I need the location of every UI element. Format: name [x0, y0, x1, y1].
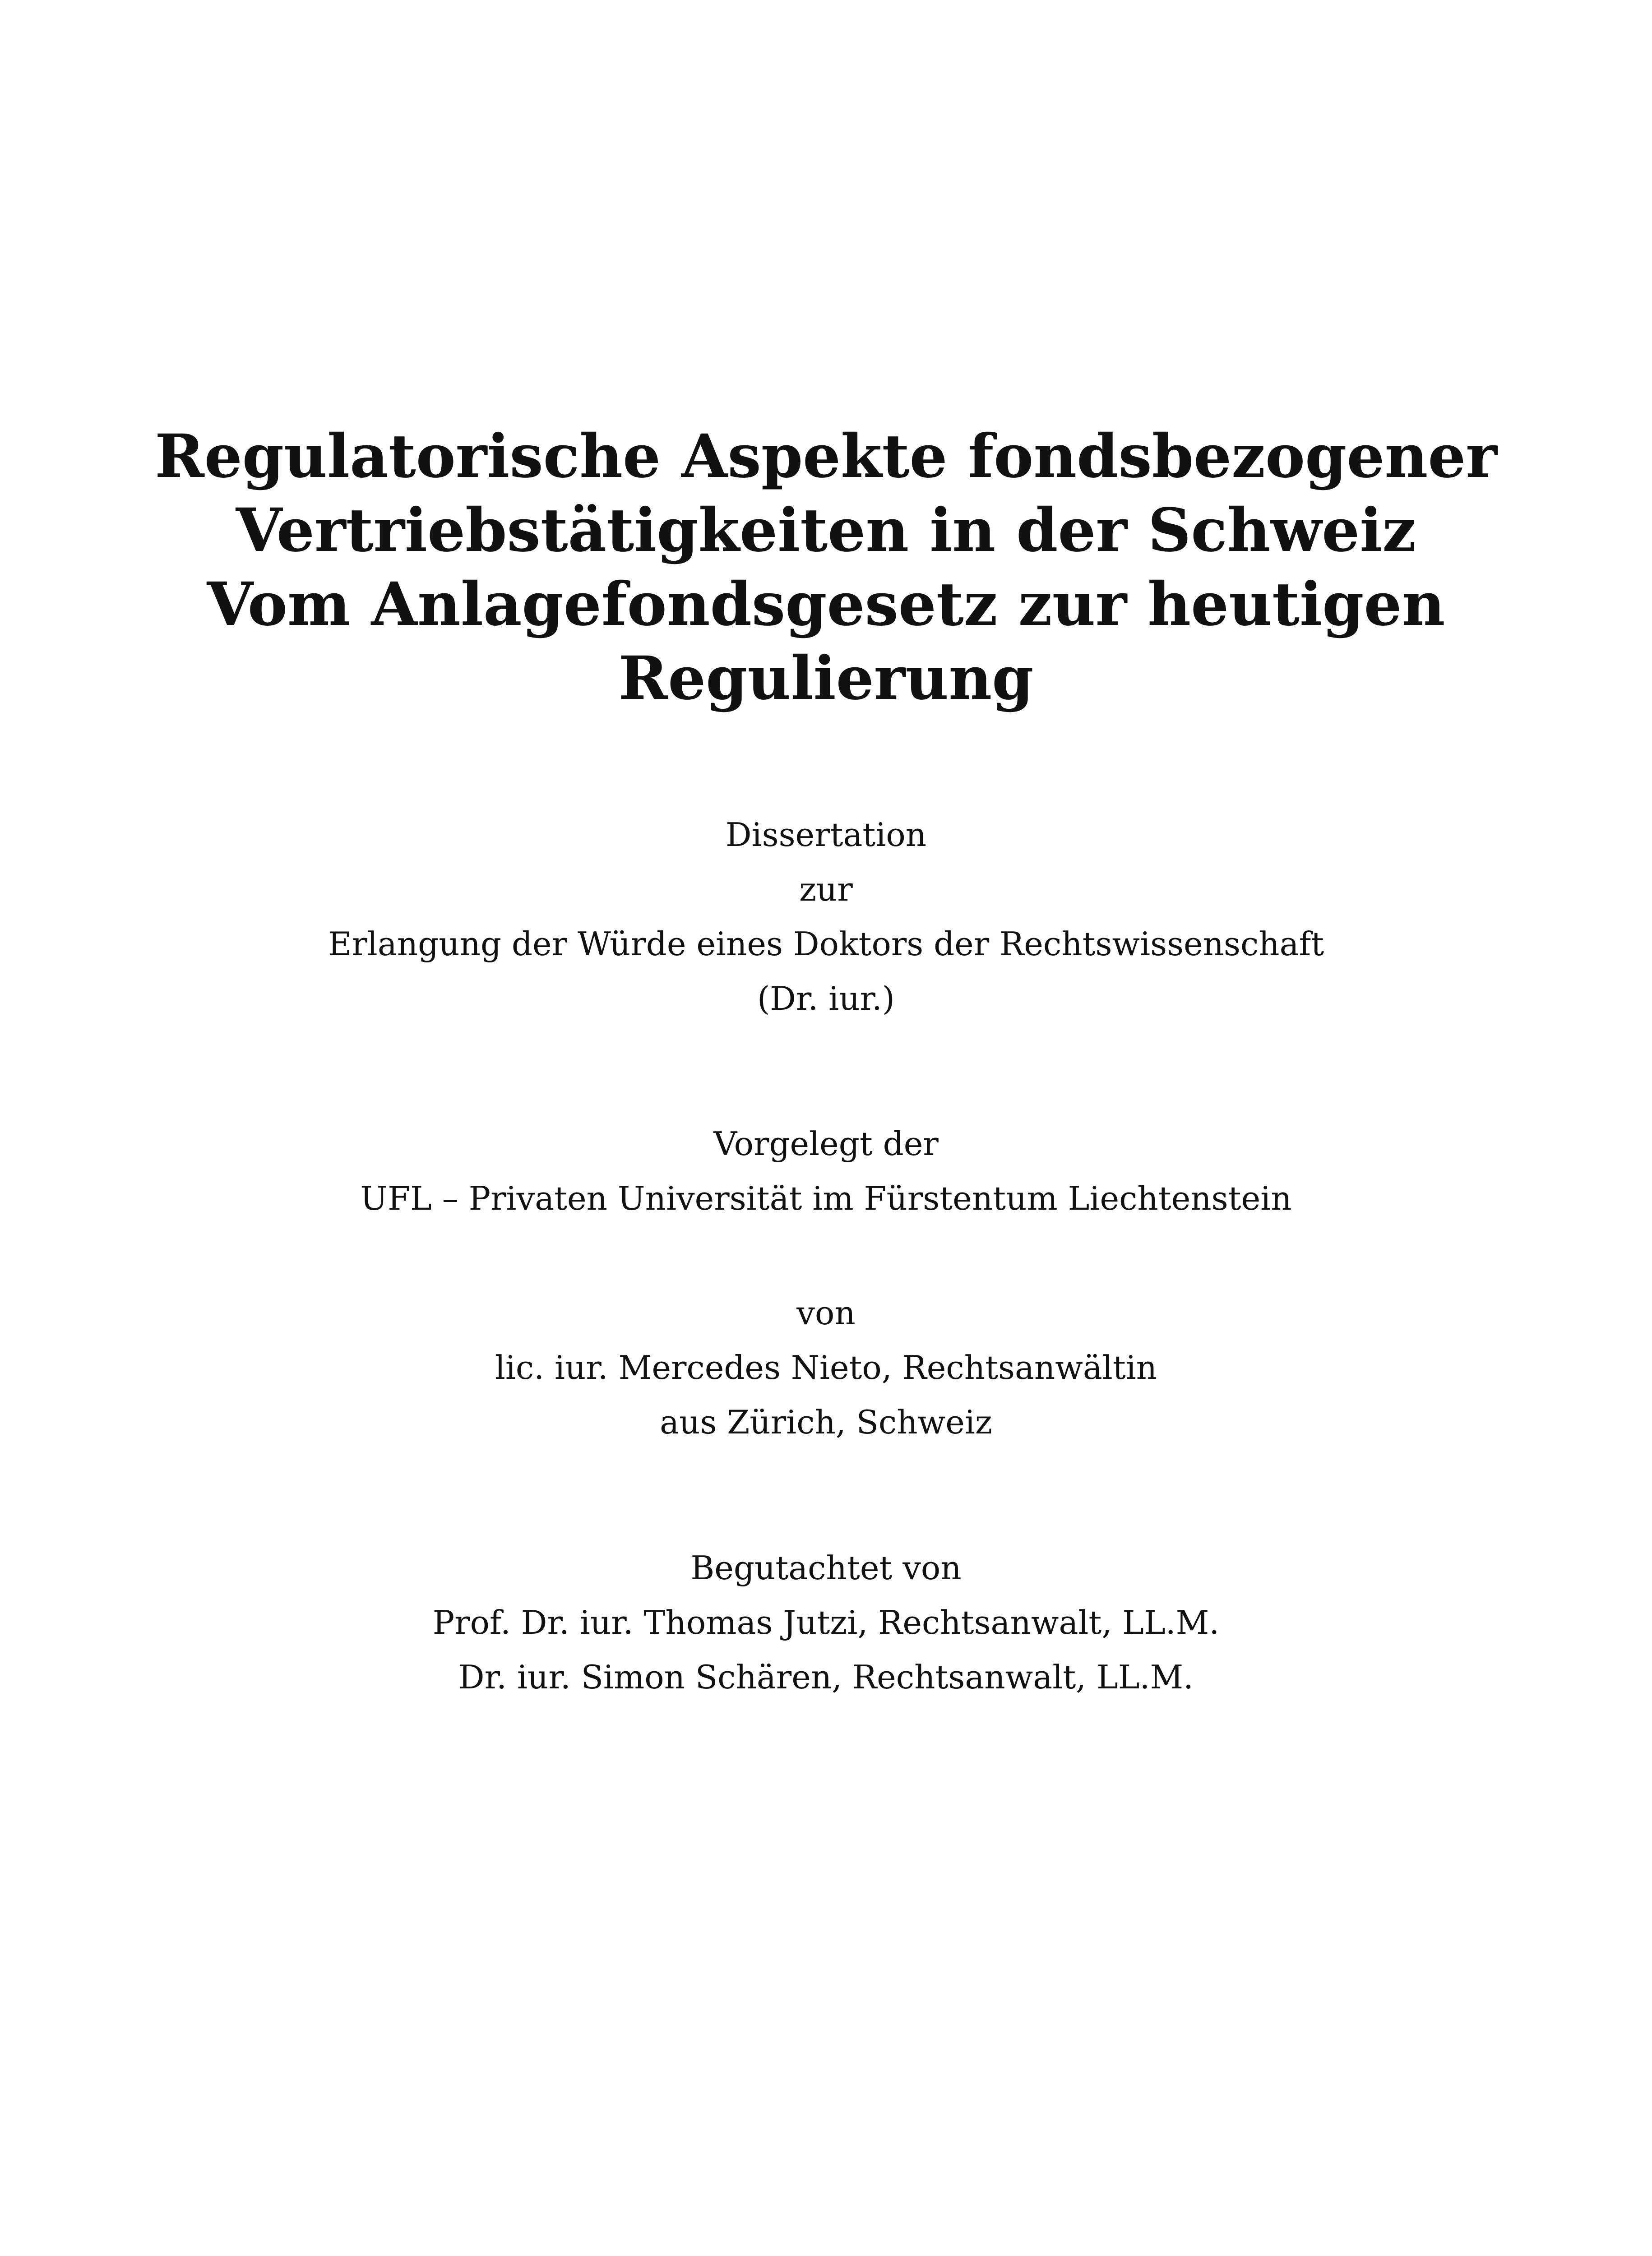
author-name: lic. iur. Mercedes Nieto, Rechtsanwältin [495, 1349, 1157, 1387]
degree-abbreviation: (Dr. iur.) [757, 980, 895, 1017]
dissertation-statement [0, 808, 1652, 1026]
reviewers-label: Begutachtet von [690, 1549, 962, 1587]
reviewer-1: Prof. Dr. iur. Thomas Jutzi, Rechtsanwalt, LL.M. [432, 1604, 1220, 1641]
university-name: UFL – Privaten Universität im Fürstentum Liechtenstein [360, 1179, 1292, 1217]
title-line-3: Vom Anlagefondsgesetz zur heutigen [207, 569, 1445, 639]
author-block [0, 1286, 1652, 1450]
title-line-2: Vertriebstätigkeiten in der Schweiz [236, 495, 1416, 565]
author-label: von [796, 1294, 856, 1332]
submitted-to-label: Vorgelegt der [713, 1125, 939, 1163]
dissertation-title [0, 420, 1652, 716]
author-origin: aus Zürich, Schweiz [660, 1403, 992, 1441]
dissertation-zur: zur [799, 870, 853, 908]
submitted-to [0, 1117, 1652, 1226]
reviewer-2: Dr. iur. Simon Schären, Rechtsanwalt, LL.M. [458, 1658, 1194, 1696]
dissertation-label: Dissertation [725, 816, 927, 854]
title-line-1: Regulatorische Aspekte fondsbezogener [155, 421, 1497, 491]
title-line-4: Regulierung [618, 643, 1034, 713]
reviewers-block [0, 1541, 1652, 1705]
degree-purpose: Erlangung der Würde eines Doktors der Rechtswissenschaft [328, 925, 1324, 963]
